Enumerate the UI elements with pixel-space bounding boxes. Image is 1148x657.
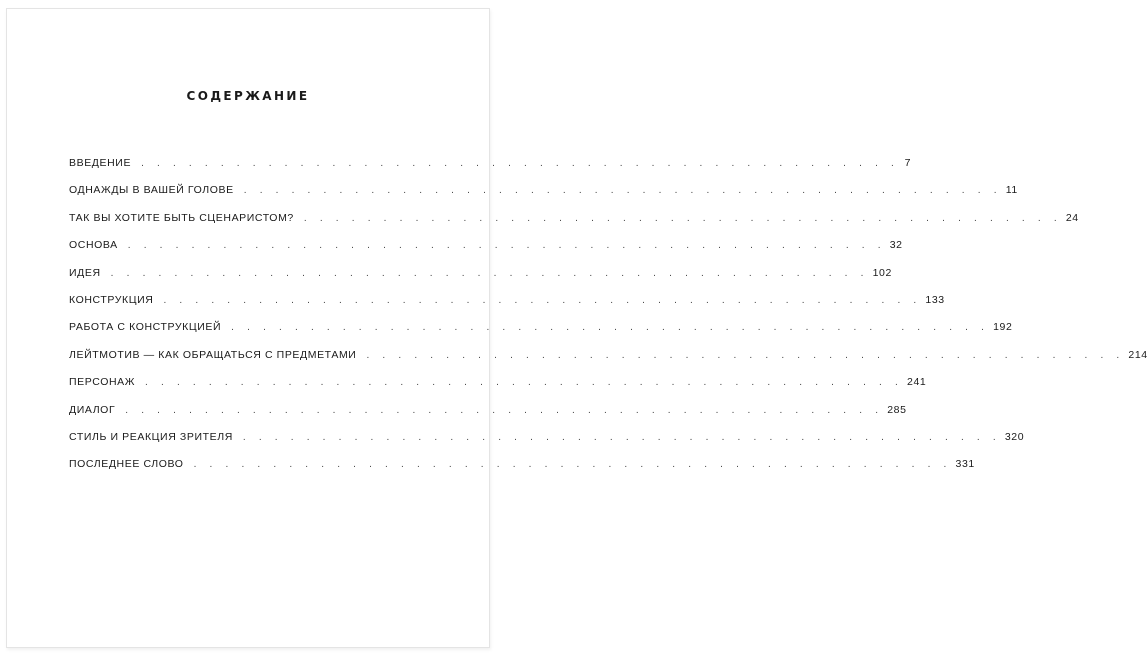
dot-leader: . . . . . . . . . . . . . . . . . . . . . . . . . . . . . . . . . . . . . . . . . . . . . . . . xyxy=(193,459,952,471)
toc-entry-page: 192 xyxy=(993,321,1013,334)
dot-leader: . . . . . . . . . . . . . . . . . . . . . . . . . . . . . . . . . . . . . . . . . . . . . . . . xyxy=(110,267,869,279)
toc-entry-page: 331 xyxy=(955,458,975,471)
dot-leader: . . . . . . . . . . . . . . . . . . . . . . . . . . . . . . . . . . . . . . . . . . . . . . . . xyxy=(303,212,1062,224)
dot-leader: . . . . . . . . . . . . . . . . . . . . . . . . . . . . . . . . . . . . . . . . . . . . . . . . xyxy=(243,185,1002,197)
dot-leader: . . . . . . . . . . . . . . . . . . . . . . . . . . . . . . . . . . . . . . . . . . . . . . . . xyxy=(141,158,900,169)
toc-entry-title: ЛЕЙТМОТИВ — КАК ОБРАЩАТЬСЯ С ПРЕДМЕТАМИ xyxy=(69,348,357,361)
toc-entry-title: СТИЛЬ И РЕАКЦИЯ ЗРИТЕЛЯ xyxy=(69,430,233,443)
toc-entry-title: ПОСЛЕДНЕЕ СЛОВО xyxy=(69,458,184,471)
toc-entry xyxy=(69,157,912,184)
toc-entry xyxy=(69,321,1013,348)
dot-leader: . . . . . . . . . . . . . . . . . . . . . . . . . . . . . . . . . . . . . . . . . . . . . . . . xyxy=(127,240,886,252)
toc-entry xyxy=(69,348,1148,376)
toc-entry-title: ПЕРСОНАЖ xyxy=(69,376,136,389)
toc-entry-page: 285 xyxy=(887,403,907,416)
toc-entry-title: ВВЕДЕНИЕ xyxy=(69,157,132,169)
toc-entry-page: 7 xyxy=(904,157,912,169)
toc-entry xyxy=(69,211,1079,239)
toc-entry-title: ТАК ВЫ ХОТИТЕ БЫТЬ СЦЕНАРИСТОМ? xyxy=(69,211,294,224)
toc-entry-title: ИДЕЯ xyxy=(69,266,101,279)
toc-entry xyxy=(69,184,1018,211)
dot-leader: . . . . . . . . . . . . . . . . . . . . . . . . . . . . . . . . . . . . . . . . . . . . . . . . xyxy=(163,294,922,306)
toc-entry xyxy=(69,266,892,294)
table-of-contents xyxy=(69,157,1148,486)
toc-entry-title: КОНСТРУКЦИЯ xyxy=(69,293,154,306)
toc-entry-title: ОДНАЖДЫ В ВАШЕЙ ГОЛОВЕ xyxy=(69,184,234,197)
toc-entry xyxy=(69,430,1025,458)
toc-entry-page: 320 xyxy=(1004,430,1025,443)
dot-leader: . . . . . . . . . . . . . . . . . . . . . . . . . . . . . . . . . . . . . . . . . . . . . . . . xyxy=(125,404,884,416)
dot-leader: . . . . . . . . . . . . . . . . . . . . . . . . . . . . . . . . . . . . . . . . . . . . . . . . xyxy=(366,349,1125,361)
toc-entry xyxy=(69,239,903,266)
page-title: СОДЕРЖАНИЕ xyxy=(186,89,310,103)
toc-entry-page: 241 xyxy=(907,376,927,389)
book-page xyxy=(6,8,1148,648)
toc-entry-page: 214 xyxy=(1128,348,1148,361)
dot-leader: . . . . . . . . . . . . . . . . . . . . . . . . . . . . . . . . . . . . . . . . . . . . . . . . xyxy=(231,322,990,334)
toc-entry-page: 32 xyxy=(889,239,903,252)
toc-entry xyxy=(69,293,945,321)
toc-entry xyxy=(69,458,975,485)
toc-entry-page: 133 xyxy=(925,293,945,306)
toc-entry-title: ДИАЛОГ xyxy=(69,403,116,416)
toc-entry xyxy=(69,403,907,431)
toc-entry-page: 24 xyxy=(1065,211,1079,224)
toc-entry-page: 102 xyxy=(872,266,892,279)
toc-entry xyxy=(69,376,927,403)
toc-entry-title: РАБОТА С КОНСТРУКЦИЕЙ xyxy=(69,321,222,334)
toc-entry-page: 11 xyxy=(1005,184,1018,197)
dot-leader: . . . . . . . . . . . . . . . . . . . . . . . . . . . . . . . . . . . . . . . . . . . . . . . . xyxy=(145,377,903,389)
dot-leader: . . . . . . . . . . . . . . . . . . . . . . . . . . . . . . . . . . . . . . . . . . . . . . . . xyxy=(242,431,1001,443)
toc-entry-title: ОСНОВА xyxy=(69,239,118,252)
